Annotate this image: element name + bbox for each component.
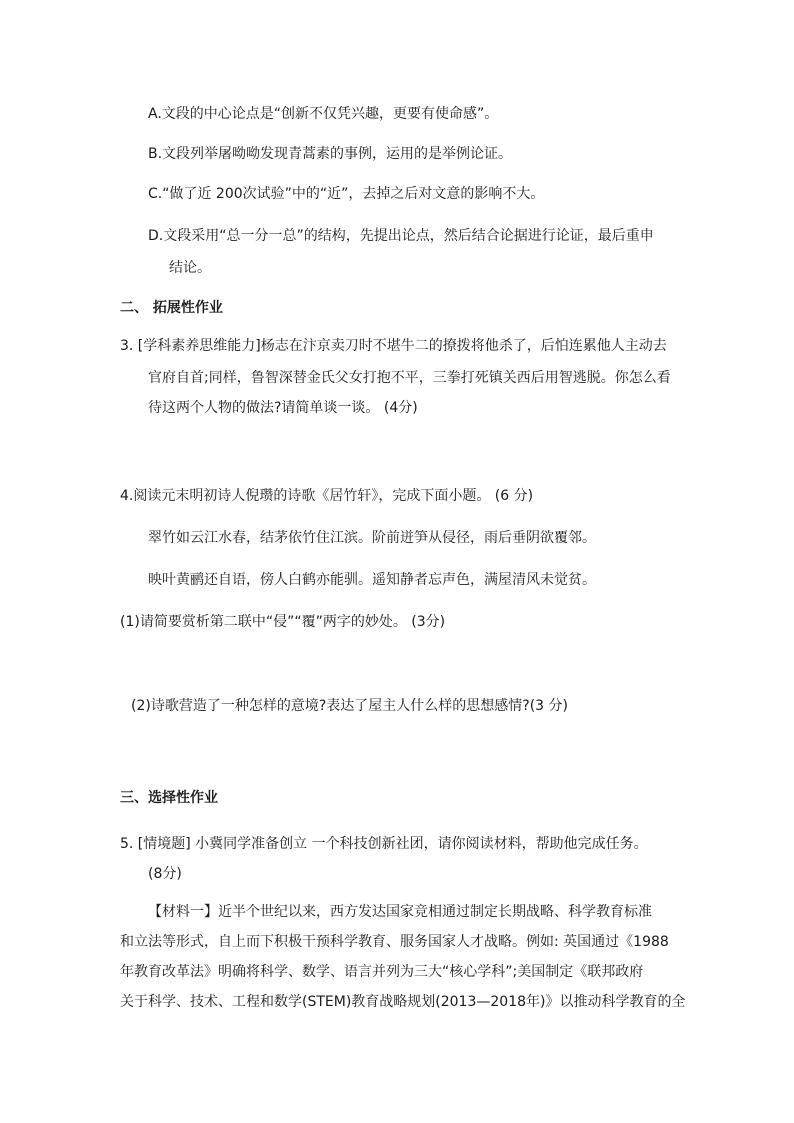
question-5-line1: 5. [情境题] 小冀同学准备创立 一个科技创新社团，请你阅读材料，帮助他完成任务。: [120, 836, 648, 852]
option-d-line2: 结论。: [169, 260, 211, 276]
option-c: C.“做了近 200次试验”中的“近”，去掉之后对文意的影响不大。: [148, 186, 545, 202]
poem-line-2: 映叶黄鹂还自语，傍人白鹤亦能驯。遥知静者忘声色，满屋清风未觉贫。: [148, 572, 596, 588]
option-d-line1: D.文段采用“总一分一总”的结构，先提出论点，然后结合论据进行论证，最后重申: [148, 228, 654, 244]
material-line-4: 关于科学、技术、工程和数学(STEM)教育战略规划(2013—2018年)》以推动科学教育的全: [120, 994, 686, 1010]
option-a: A.文段的中心论点是“创新不仅凭兴趣，更要有使命感”。: [148, 106, 499, 122]
question-3-line3: 待这两个人物的做法?请简单谈一谈。 (4分): [148, 400, 418, 416]
question-3-line1: 3. [学科素养思维能力]杨志在汴京卖刀时不堪牛二的撩拨将他杀了，后怕连累他人主动去: [120, 338, 667, 354]
question-4-sub-1: (1)请简要赏析第二联中“侵”“覆”两字的妙处。 (3分): [120, 614, 446, 630]
section-2-heading: 二、 拓展性作业: [120, 300, 223, 316]
question-4-intro: 4.阅读元末明初诗人倪瓒的诗歌《居竹轩》，完成下面小题。 (6 分): [120, 488, 534, 504]
section-3-heading: 三、选择性作业: [120, 790, 218, 806]
question-4-sub-2: (2)诗歌营造了一种怎样的意境?表达了屋主人什么样的思想感情?(3 分): [131, 698, 568, 714]
option-b: B.文段列举屠呦呦发现青蒿素的事例，运用的是举例论证。: [148, 146, 513, 162]
question-5-line2: (8分): [148, 866, 182, 882]
material-line-3: 年教育改革法》明确将科学、数学、语言并列为三大“核心学科”;美国制定《联邦政府: [120, 964, 644, 980]
material-line-2: 和立法等形式，自上而下积极干预科学教育、服务国家人才战略。例如: 英国通过《1988: [120, 934, 669, 950]
poem-line-1: 翠竹如云江水春，结茅依竹住江滨。阶前迸笋从侵径，雨后垂阴欲覆邻。: [148, 530, 596, 546]
question-3-line2: 官府自首;同样，鲁智深替金氏父女打抱不平，三拳打死镇关西后用智逃脱。你怎么看: [148, 370, 671, 386]
material-line-1: 【材料一】近半个世纪以来，西方发达国家竞相通过制定长期战略、科学教育标准: [148, 904, 652, 920]
